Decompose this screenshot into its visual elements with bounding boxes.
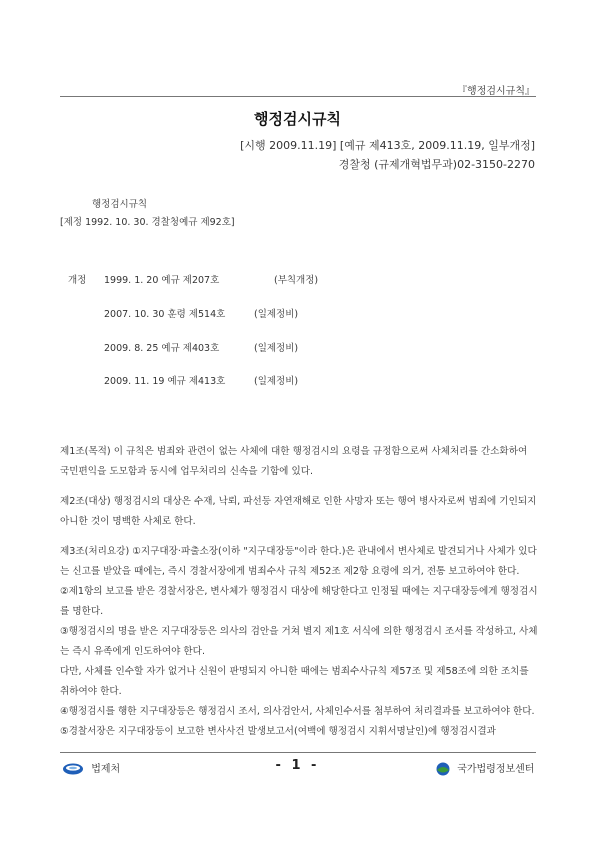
revision-label: 개정 (68, 275, 87, 286)
article-3-clause-3-proviso: 다만, 사체를 인수할 자가 없거나 신원이 판명되지 아니한 때에는 범죄수사규칙 제57조 및 제58조에 의한 조치를 취하여야 한다. (60, 666, 529, 697)
article-3-clause-2: ②제1항의 보고를 받은 경찰서장은, 변사체가 행정검시 대상에 해당한다고 인정될 때에는 지구대장등에게 행정검시를 명한다. (60, 586, 538, 617)
agency-info: 경찰청 (규제개혁법무과)02-3150-2270 (338, 158, 535, 171)
rule-name: 행정검시규칙 (92, 199, 148, 210)
footer-rule (60, 752, 536, 753)
article-3-clause-1: 제3조(처리요강) ①지구대장·파출소장(이하 "지구대장등"이라 한다.)은 관내에서 변사체로 발견되거나 사체가 있다는 신고를 받았을 때에는, 즉시 경찰서장에게 범죄수사 규칙 제52조 제2항 요령에 의거, 전통 보고하여야 한다. (60, 546, 537, 577)
revision-note: (일제정비) (254, 376, 299, 387)
article-2 (60, 492, 538, 532)
page-number: - 1 - (275, 758, 320, 773)
revision-date: 1999. 1. 20 예규 제207호 (104, 275, 220, 286)
revision-row (104, 340, 404, 354)
revision-date: 2007. 10. 30 훈령 제514호 (104, 309, 226, 320)
article-3-clause-5: ⑤경찰서장은 지구대장등이 보고한 변사사건 발생보고서(여백에 행정검시 지휘서명날인)에 행정검시결과 (60, 726, 496, 737)
revision-note: (일제정비) (254, 309, 299, 320)
revision-note: (부칙개정) (274, 275, 319, 286)
document-title: 행정검시규칙 (254, 110, 341, 128)
article-1-text: 제1조(목적) 이 규칙은 범죄와 관련이 없는 사체에 대한 행정검시의 요령을 규정함으로써 사체처리를 간소화하여 국민편익을 도모함과 동시에 업무처리의 신속을 기함에 있다. (60, 446, 528, 477)
revision-date: 2009. 8. 25 예규 제403호 (104, 343, 220, 354)
enforcement-info: [시행 2009.11.19] [예규 제413호, 2009.11.19, 일부개정] (240, 139, 535, 152)
enacted-info: [제정 1992. 10. 30. 경찰청예규 제92호] (60, 217, 235, 228)
article-3-clause-4: ④행정검시를 행한 지구대장등은 행정검시 조서, 의사검안서, 사체인수서를 첨부하여 처리결과를 보고하여야 한다. (60, 706, 535, 717)
article-1 (60, 442, 538, 482)
article-2-text: 제2조(대상) 행정검시의 대상은 수재, 낙뢰, 파선등 자연재해로 인한 사망자 또는 행여 병사자로써 범죄에 기인되지 아니한 것이 명백한 사체로 한다. (60, 496, 537, 527)
footer-right-text: 국가법령정보센터 (457, 764, 535, 775)
revision-date: 2009. 11. 19 예규 제413호 (104, 376, 226, 387)
footer-right (436, 760, 534, 776)
article-3 (60, 542, 538, 742)
revision-row (104, 306, 404, 320)
header-tag: 『행정검시규칙』 (457, 86, 535, 97)
revision-note: (일제정비) (254, 343, 299, 354)
revision-row (104, 373, 404, 387)
law-center-logo-icon (436, 762, 450, 776)
article-3-clause-3: ③행정검시의 명을 받은 지구대장등은 의사의 검안을 거쳐 별지 제1호 서식에 의한 행정검시 조서를 작성하고, 사체는 즉시 유족에게 인도하여야 한다. (60, 626, 538, 657)
revision-row (104, 272, 404, 286)
footer-left-text: 법제처 (91, 764, 121, 775)
